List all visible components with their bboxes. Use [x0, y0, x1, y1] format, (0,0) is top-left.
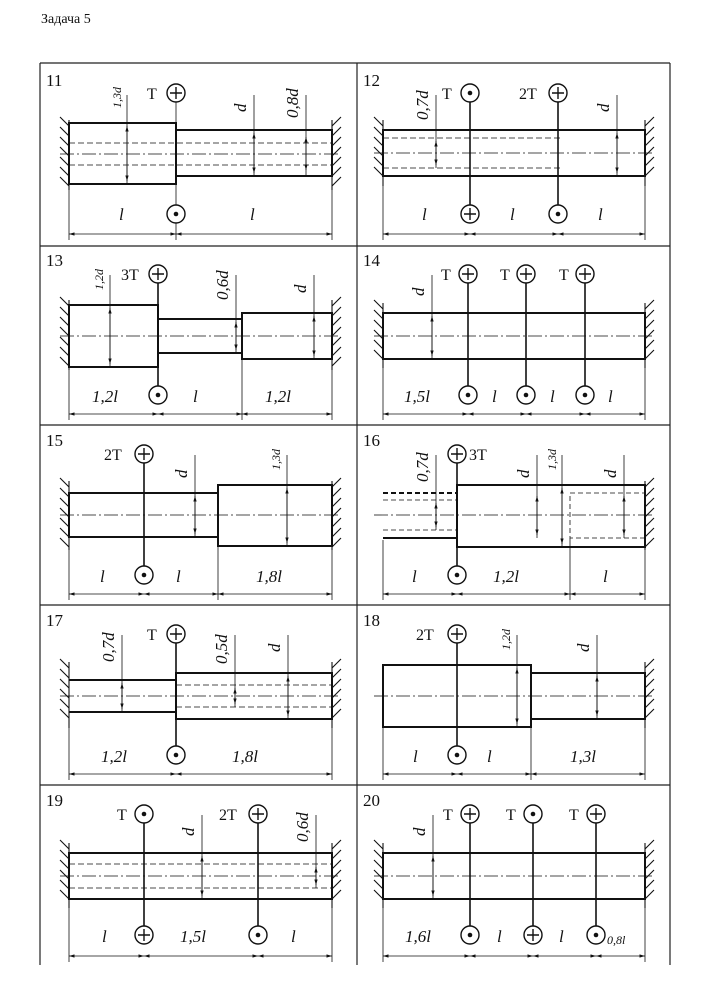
length-label: l [100, 567, 105, 586]
torque-label: 3T [469, 447, 487, 464]
diameter-label: d [601, 469, 620, 478]
panel-12 [363, 71, 654, 240]
panel-number: 13 [46, 251, 63, 270]
length-label: 1,5l [180, 927, 206, 946]
diameter-label: d [265, 643, 284, 652]
torque-label: T [443, 807, 453, 824]
length-label: 1,2l [265, 387, 291, 406]
panel-number: 11 [46, 71, 63, 90]
length-label: l [603, 567, 608, 586]
torque-label: T [506, 807, 516, 824]
torque-label: T [500, 267, 510, 284]
diameter-label: d [179, 827, 198, 836]
length-label: 1,6l [405, 927, 431, 946]
length-label: 1,8l [232, 747, 258, 766]
length-label: l [559, 927, 564, 946]
panel-number: 14 [363, 251, 380, 270]
length-label: l [193, 387, 198, 406]
panel-number: 19 [46, 791, 63, 810]
length-label: l [598, 205, 603, 224]
panel-number: 16 [363, 431, 380, 450]
diameter-label: 1,2d [499, 629, 513, 650]
panel-number: 12 [363, 71, 380, 90]
length-label: 1,2l [101, 747, 127, 766]
diameter-label: d [291, 284, 310, 293]
panel-20 [363, 791, 654, 962]
panel-number: 15 [46, 431, 63, 450]
diameter-label: d [409, 287, 428, 296]
torque-label: 2T [416, 627, 434, 644]
torque-label: T [441, 267, 451, 284]
panel-17 [46, 611, 341, 780]
table-grid [40, 63, 670, 965]
length-label: 1,5l [404, 387, 430, 406]
length-label: l [291, 927, 296, 946]
diameter-label: 1,3d [545, 449, 559, 470]
torque-label: 2T [104, 447, 122, 464]
length-label: 0,8l [607, 933, 626, 947]
panel-number: 18 [363, 611, 380, 630]
length-label: l [497, 927, 502, 946]
diameter-label: d [594, 103, 613, 112]
diameter-label: 0,7d [413, 452, 432, 482]
length-label: 1,8l [256, 567, 282, 586]
diameter-label: d [514, 469, 533, 478]
torque-label: T [147, 627, 157, 644]
length-label: l [608, 387, 613, 406]
length-label: l [119, 205, 124, 224]
panel-11 [46, 71, 341, 240]
torque-label: T [117, 807, 127, 824]
page-title: Задача 5 [41, 12, 91, 27]
length-label: l [176, 567, 181, 586]
length-label: l [413, 747, 418, 766]
panel-14 [363, 251, 654, 420]
length-label: l [102, 927, 107, 946]
length-label: l [422, 205, 427, 224]
diameter-label: 1,3d [110, 87, 124, 108]
diameter-label: 0,6d [293, 812, 312, 842]
panel-16 [363, 431, 654, 600]
panel-15 [46, 431, 341, 600]
length-label: l [492, 387, 497, 406]
length-label: l [487, 747, 492, 766]
torque-label: T [559, 267, 569, 284]
diameter-label: 0,6d [213, 270, 232, 300]
panel-number: 20 [363, 791, 380, 810]
diameter-label: d [172, 469, 191, 478]
torque-label: 2T [219, 807, 237, 824]
torque-label: T [147, 86, 157, 103]
diameter-label: 0,5d [212, 634, 231, 664]
length-label: l [412, 567, 417, 586]
diameter-label: 1,2d [92, 269, 106, 290]
diameter-label: 1,3d [269, 449, 283, 470]
panel-13 [46, 251, 341, 420]
torque-label: 2T [519, 86, 537, 103]
length-label: l [510, 205, 515, 224]
panel-18 [363, 611, 654, 780]
length-label: 1,2l [92, 387, 118, 406]
diameter-label: 0,7d [413, 90, 432, 120]
diameter-label: 0,8d [283, 88, 302, 118]
diameter-label: d [574, 643, 593, 652]
length-label: l [550, 387, 555, 406]
length-label: 1,2l [493, 567, 519, 586]
panel-number: 17 [46, 611, 63, 630]
panel-19 [46, 791, 341, 962]
length-label: 1,3l [570, 747, 596, 766]
diameter-label: 0,7d [99, 632, 118, 662]
torque-label: T [442, 86, 452, 103]
diameter-label: d [410, 827, 429, 836]
torque-label: T [569, 807, 579, 824]
torque-label: 3T [121, 267, 139, 284]
diameter-label: d [231, 103, 250, 112]
length-label: l [250, 205, 255, 224]
